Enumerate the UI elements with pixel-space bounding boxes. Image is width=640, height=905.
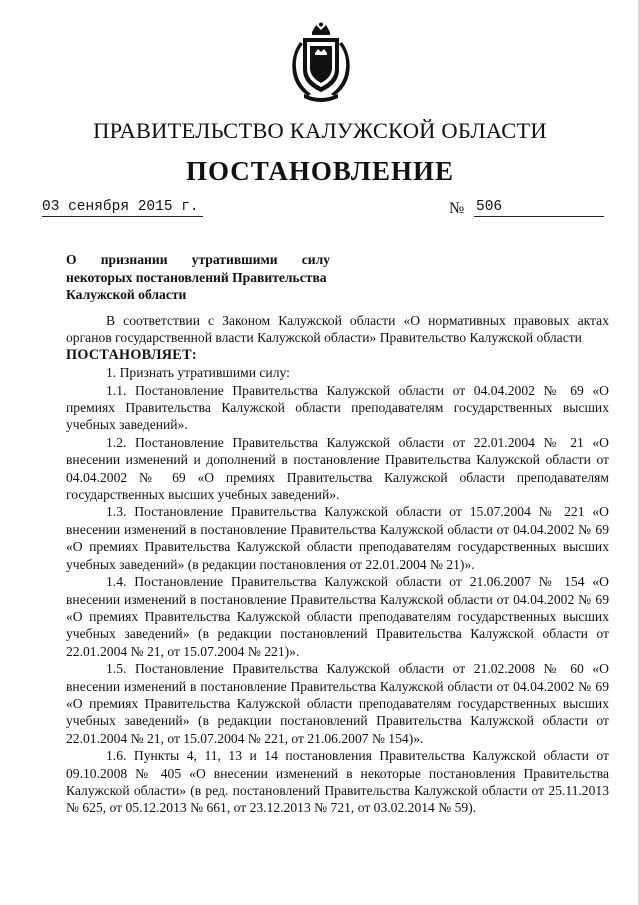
clause-1-3: 1.3. Постановление Правительства Калужской области от 15.07.2004 № 221 «О внесении изменений в постановление Правительства Калужской области от 04.04.2002 № 69 «О премиях Правительства Калужской области преподавателям государственных высших учебных заведений» (в редакции постановления от 22.01.2004 № 21)». [66,504,609,572]
document-type-heading: ПОСТАНОВЛЕНИЕ [185,156,455,186]
resolves-heading: ПОСТАНОВЛЯЕТ: [66,346,197,363]
subject-line: некоторых постановлений Правительства [66,269,327,285]
preamble-paragraph: В соответствии с Законом Калужской области «О нормативных правовых актах органов государственной власти Калужской области» Правительство Калужской области [66,313,609,346]
coat-of-arms-icon [290,22,352,104]
subject-line: О признании утратившими силу [66,252,330,267]
document-number: 506 [474,199,604,217]
document-date: 03 сенября 2015 г. [42,199,203,217]
document-body [66,312,609,817]
clause-1: 1. Признать утратившими силу: [106,365,290,381]
number-sign: № [449,200,465,217]
subject-line: Калужской области [66,287,187,302]
clause-1-2: 1.2. Постановление Правительства Калужской области от 22.01.2004 № 21 «О внесении изменений и дополнений в постановление Правительства Калужской области от 04.04.2002 № 69 «О премиях Правительства Калужской области преподавателям государственных высших учебных заведений». [66,434,609,503]
document-subject [66,251,330,304]
clause-1-1: 1.1. Постановление Правительства Калужской области от 04.04.2002 № 69 «О премиях Правительства Калужской области преподавателям государственных высших учебных заведений». [66,382,609,433]
government-title: ПРАВИТЕЛЬСТВО КАЛУЖСКОЙ ОБЛАСТИ [93,118,547,143]
clause-1-6: 1.6. Пункты 4, 11, 13 и 14 постановления Правительства Калужской области от 09.10.2008 № 405 «О внесении изменений в некоторые постановления Правительства Калужской области» (в ред. постановлений Правительства Калужской области от 25.11.2013 № 625, от 05.12.2013 № 661, от 23.12.2013 № 721, от 03.02.2014 № 59). [66,748,609,816]
clause-1-4: 1.4. Постановление Правительства Калужской области от 21.06.2007 № 154 «О внесении изменений в постановление Правительства Калужской области от 04.04.2002 № 69 «О премиях Правительства Калужской области преподавателям государственных высших учебных заведений» (в редакции постановлений Правительства Калужской области от 22.01.2004 № 21, от 15.07.2004 № 221)». [66,574,609,659]
clause-1-5: 1.5. Постановление Правительства Калужской области от 21.02.2008 № 60 «О внесении изменений в постановление Правительства Калужской области от 04.04.2002 № 69 «О премиях Правительства Калужской области преподавателям государственных высших учебных заведений» (в редакции постановлений Правительства Калужской области от 22.01.2004 № 21, от 15.07.2004 № 221, от 21.06.2007 № 154)». [66,661,609,746]
